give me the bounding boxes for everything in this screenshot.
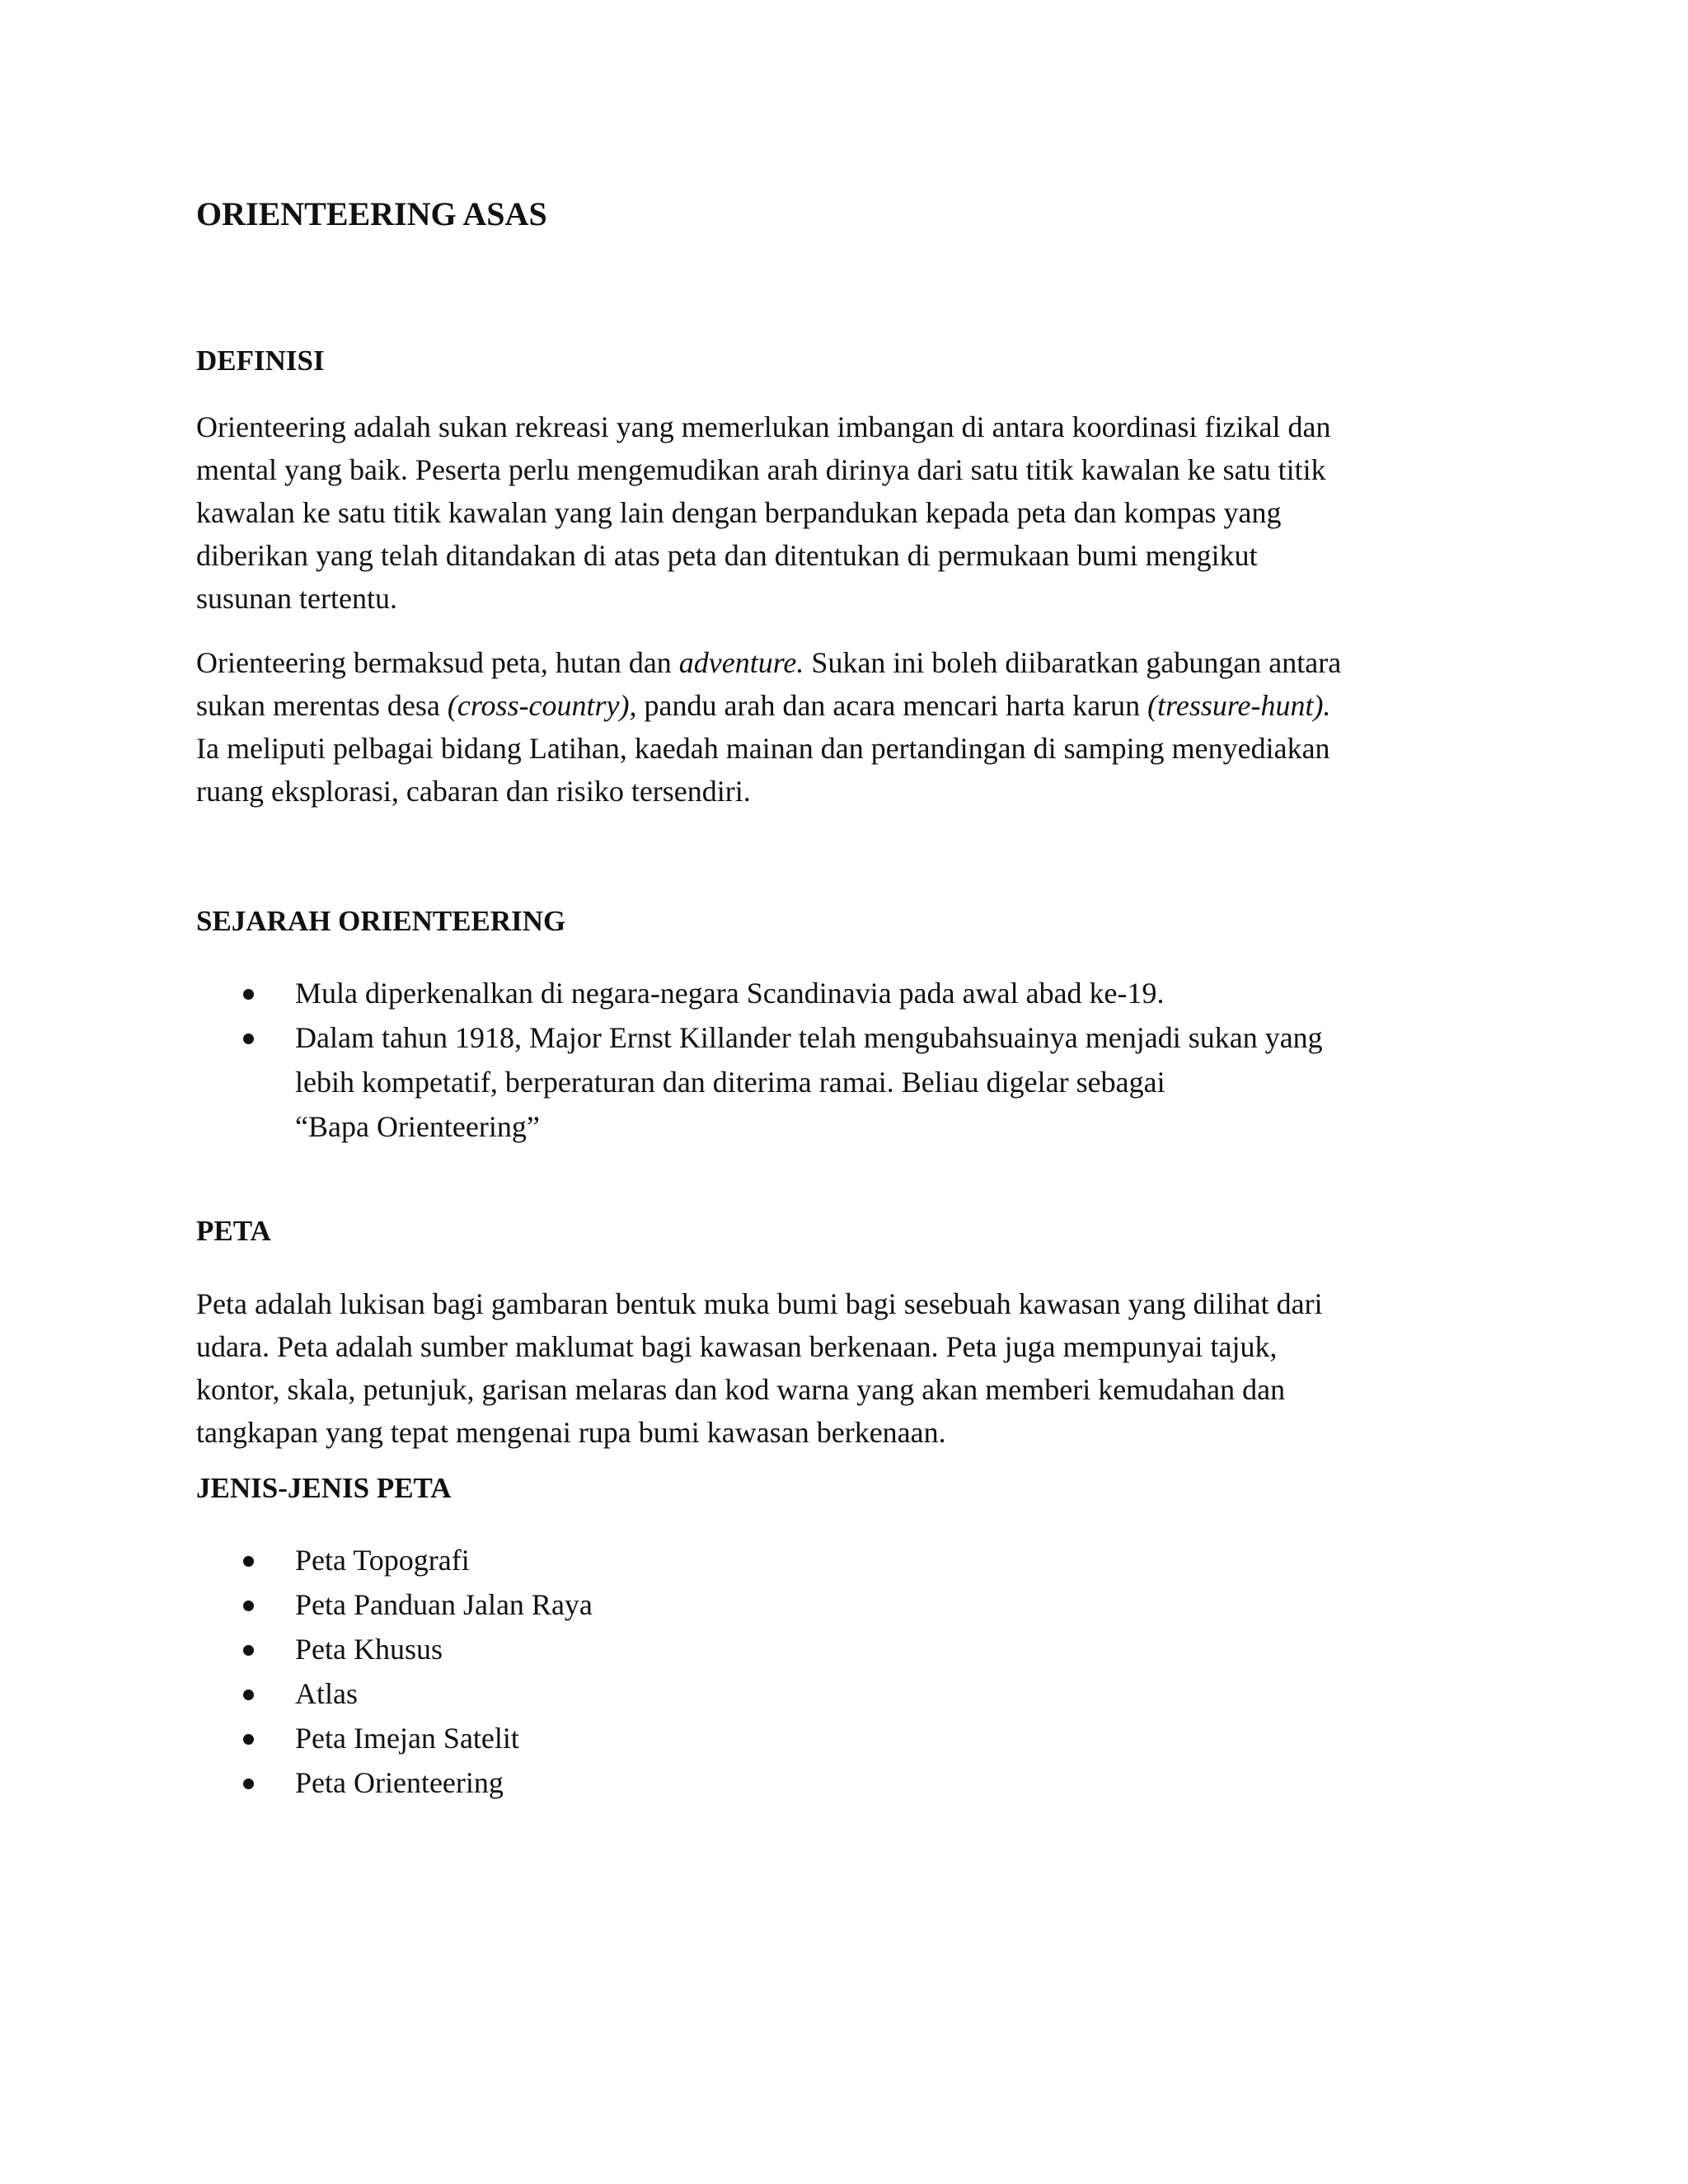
text-line — [196, 641, 1482, 684]
italic-term: (tressure-hunt). — [1147, 689, 1331, 722]
text-line: Ia meliputi pelbagai bidang Latihan, kaedah mainan dan pertandingan di samping menyediakan — [196, 732, 1330, 765]
jenis-peta-heading: JENIS-JENIS PETA — [196, 1472, 452, 1504]
text-line: kontor, skala, petunjuk, garisan melaras dan kod warna yang akan memberi kemudahan dan — [196, 1373, 1286, 1406]
bullet-icon — [243, 1690, 254, 1700]
list-item-label: Atlas — [295, 1677, 358, 1710]
peta-paragraph — [196, 1282, 1482, 1454]
text-line: mental yang baik. Peserta perlu mengemudikan arah dirinya dari satu titik kawalan ke satu titik — [196, 453, 1326, 486]
list-item-label: Peta Imejan Satelit — [295, 1722, 519, 1755]
bullet-icon — [243, 989, 254, 1000]
italic-term: (cross-country), — [447, 689, 637, 722]
italic-term: adventure. — [678, 646, 804, 679]
text-line: diberikan yang telah ditandakan di atas peta dan ditentukan di permukaan bumi mengikut — [196, 539, 1258, 572]
bullet-icon — [243, 1601, 254, 1611]
text-line: “Bapa Orienteering” — [295, 1110, 540, 1143]
document-title: ORIENTEERING ASAS — [196, 195, 547, 232]
bullet-icon — [243, 1033, 254, 1044]
list-item-label: Peta Panduan Jalan Raya — [295, 1588, 593, 1621]
definisi-paragraph-2 — [196, 641, 1482, 813]
text-line: lebih kompetatif, berperaturan dan diterima ramai. Beliau digelar sebagai — [295, 1066, 1165, 1099]
text-line: udara. Peta adalah sumber maklumat bagi kawasan berkenaan. Peta juga mempunyai tajuk, — [196, 1330, 1278, 1363]
list-item — [196, 1538, 593, 1582]
text-line: Dalam tahun 1918, Major Ernst Killander telah mengubahsuainya menjadi sukan yang — [295, 1021, 1323, 1054]
list-item-label: Peta Orienteering — [295, 1766, 504, 1799]
text-run: pandu arah dan acara mencari harta karun — [636, 689, 1148, 722]
list-item — [196, 1015, 1323, 1149]
bullet-icon — [243, 1779, 254, 1789]
list-item — [196, 1671, 593, 1716]
jenis-peta-list — [196, 1538, 593, 1805]
list-item — [196, 1760, 593, 1805]
text-line: ruang eksplorasi, cabaran dan risiko tersendiri. — [196, 775, 751, 808]
text-line: susunan tertentu. — [196, 582, 397, 615]
list-item — [196, 1627, 593, 1671]
text-line — [196, 684, 1482, 727]
text-line: tangkapan yang tepat mengenai rupa bumi kawasan berkenaan. — [196, 1416, 946, 1449]
sejarah-list — [196, 971, 1323, 1149]
list-item — [196, 1716, 593, 1760]
bullet-icon — [243, 1734, 254, 1745]
sejarah-heading: SEJARAH ORIENTEERING — [196, 905, 566, 937]
text-line: Peta adalah lukisan bagi gambaran bentuk muka bumi bagi sesebuah kawasan yang dilihat dari — [196, 1287, 1323, 1320]
list-item-label: Peta Khusus — [295, 1633, 443, 1666]
text-run: Orienteering bermaksud peta, hutan dan — [196, 646, 679, 679]
text-run: sukan merentas desa — [196, 689, 448, 722]
text-line: Mula diperkenalkan di negara-negara Scandinavia pada awal abad ke-19. — [295, 977, 1165, 1010]
definisi-paragraph-1 — [196, 405, 1482, 620]
bullet-icon — [243, 1645, 254, 1656]
list-item — [196, 971, 1323, 1015]
text-line: kawalan ke satu titik kawalan yang lain dengan berpandukan kepada peta dan kompas yang — [196, 496, 1282, 529]
peta-heading: PETA — [196, 1215, 271, 1247]
bullet-icon — [243, 1556, 254, 1567]
text-run: Sukan ini boleh diibaratkan gabungan antara — [804, 646, 1342, 679]
list-item — [196, 1582, 593, 1627]
list-item-label: Peta Topografi — [295, 1544, 470, 1577]
definisi-heading: DEFINISI — [196, 344, 325, 377]
text-line: Orienteering adalah sukan rekreasi yang memerlukan imbangan di antara koordinasi fizikal dan — [196, 410, 1331, 443]
